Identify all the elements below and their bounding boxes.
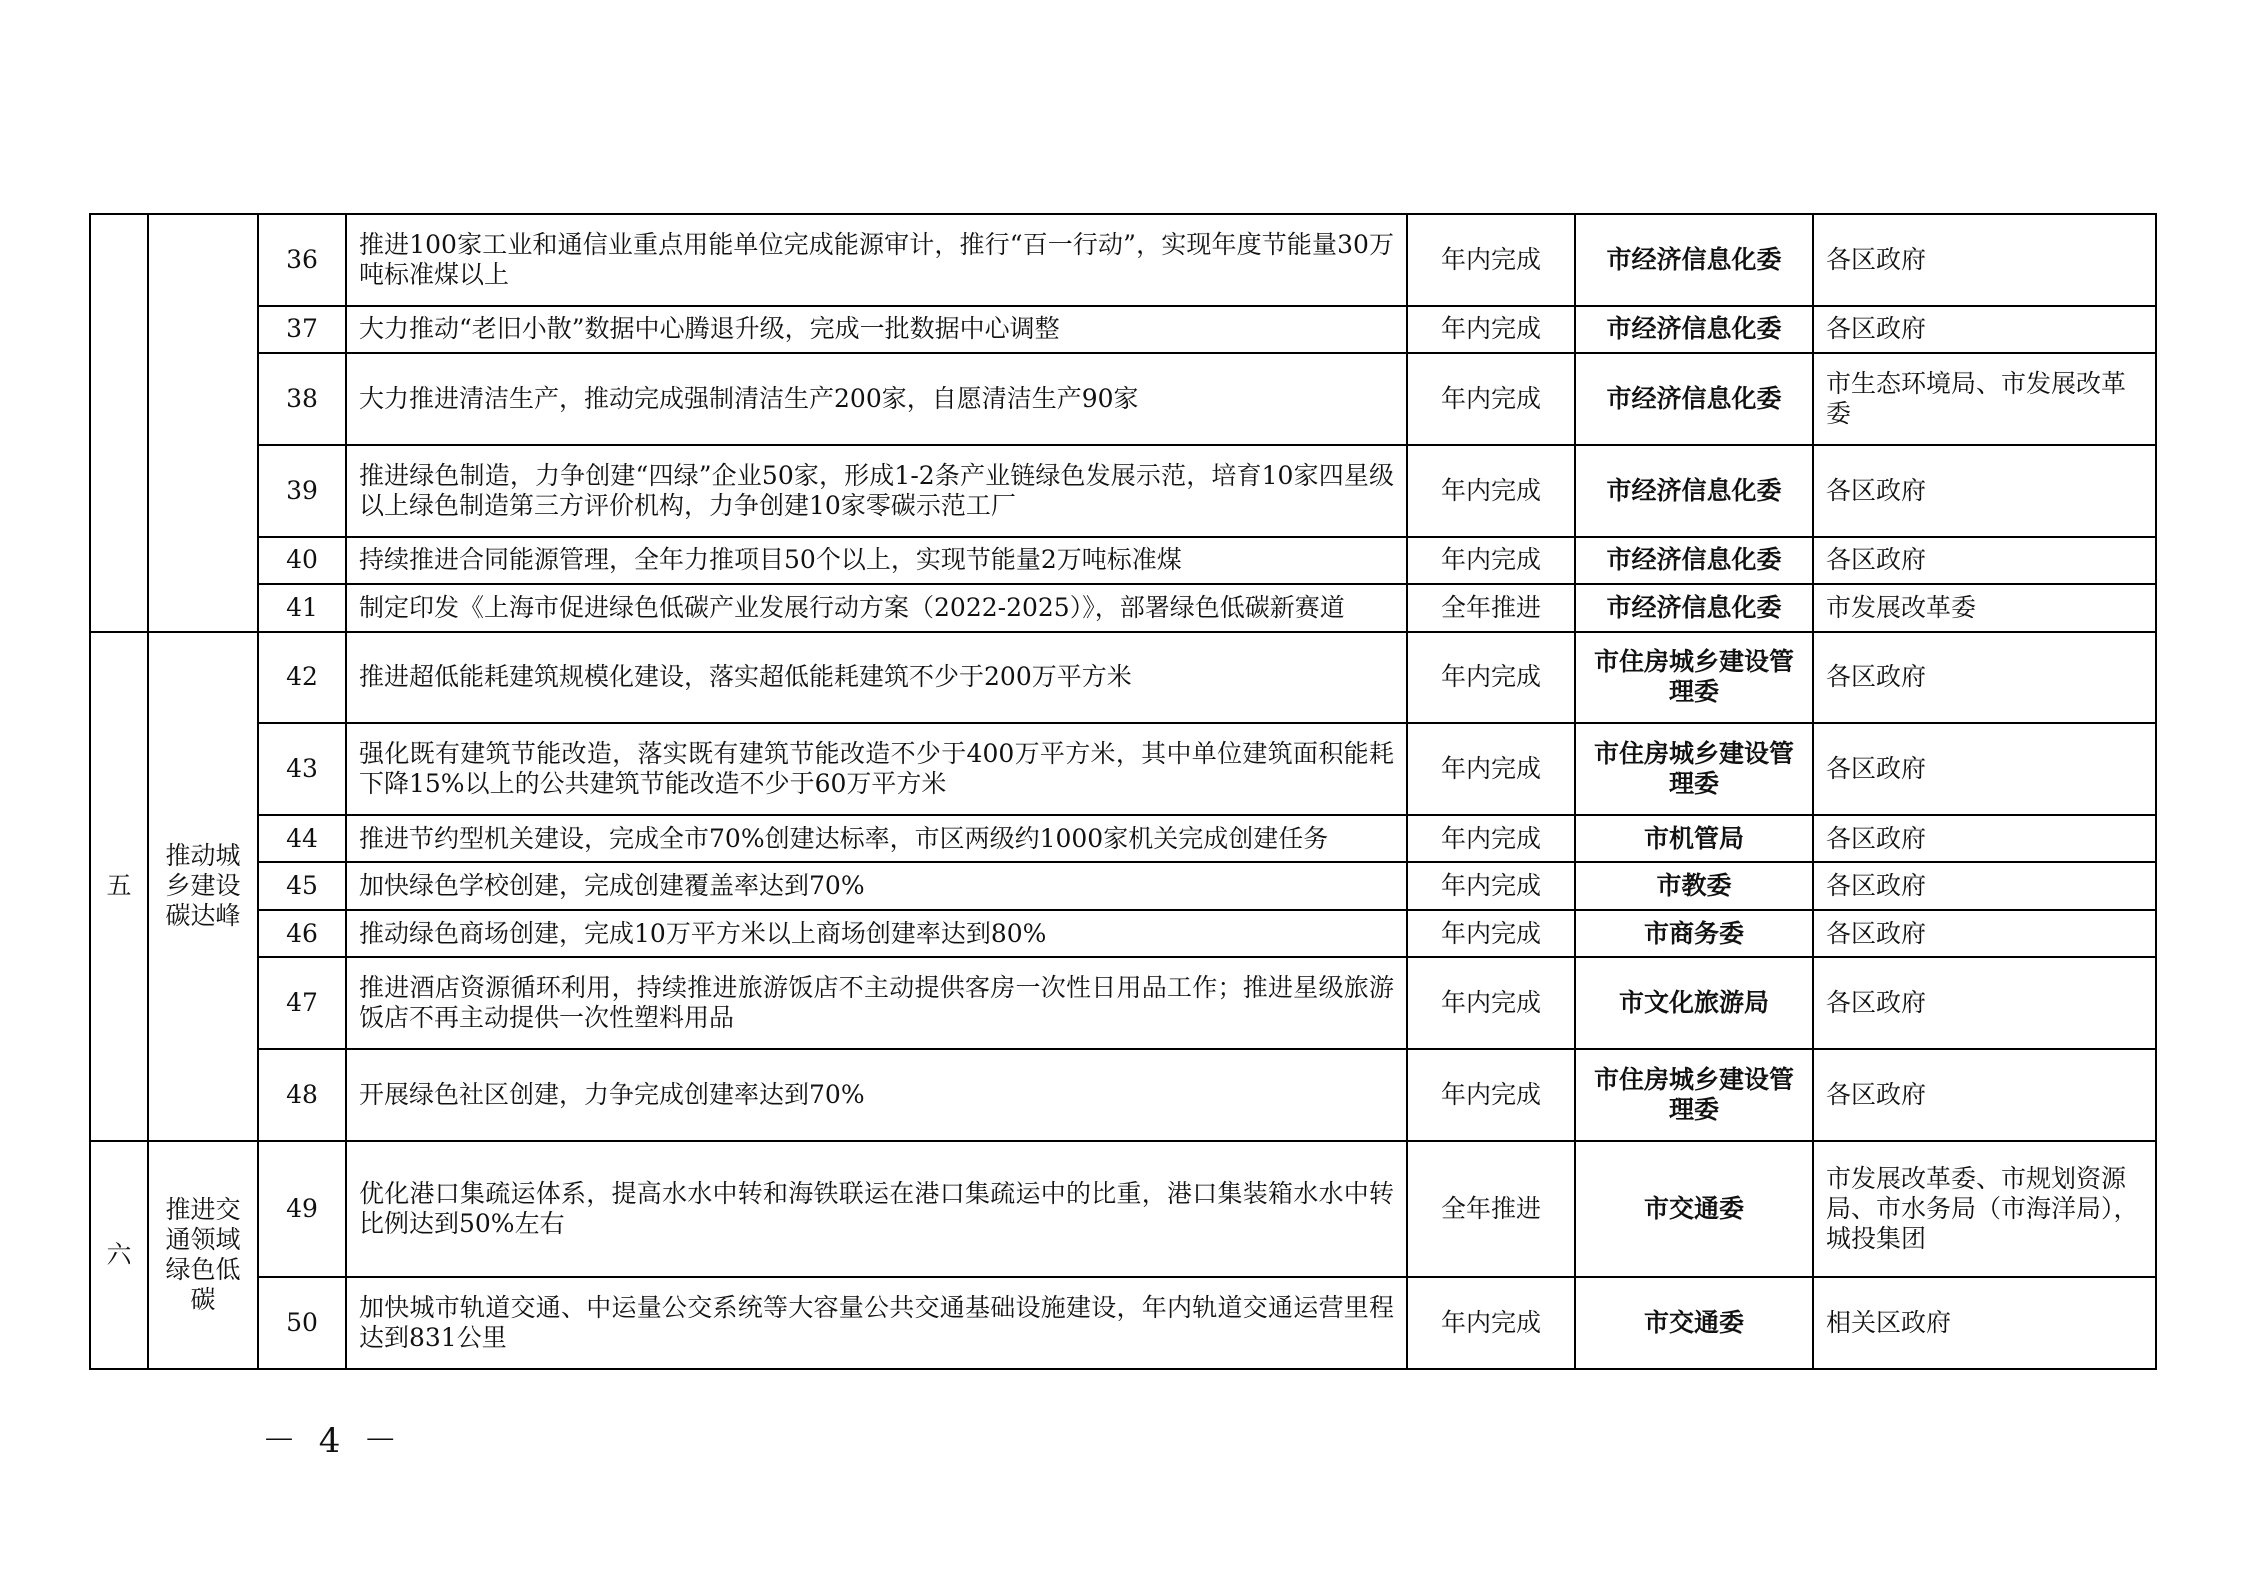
- task-deadline: 年内完成: [1407, 537, 1575, 584]
- cooperating-departments: 市发展改革委、市规划资源局、市水务局（市海洋局），城投集团: [1813, 1141, 2156, 1277]
- task-deadline: 年内完成: [1407, 862, 1575, 909]
- cooperating-departments: 各区政府: [1813, 445, 2156, 537]
- task-number: 48: [258, 1049, 346, 1141]
- cooperating-departments: 市生态环境局、市发展改革委: [1813, 353, 2156, 445]
- cooperating-departments: 各区政府: [1813, 214, 2156, 306]
- task-number: 44: [258, 815, 346, 862]
- table-row: [90, 537, 2156, 584]
- table-row: [90, 815, 2156, 862]
- task-number: 45: [258, 862, 346, 909]
- lead-department: 市住房城乡建设管理委: [1575, 632, 1813, 724]
- task-description: 推进100家工业和通信业重点用能单位完成能源审计，推行“百一行动”，实现年度节能量30万吨标准煤以上: [346, 214, 1407, 306]
- lead-department: 市经济信息化委: [1575, 353, 1813, 445]
- table-row: [90, 862, 2156, 909]
- category-numeral: [90, 214, 148, 632]
- cooperating-departments: 市发展改革委: [1813, 584, 2156, 631]
- task-number: 37: [258, 306, 346, 353]
- cooperating-departments: 各区政府: [1813, 306, 2156, 353]
- cooperating-departments: 各区政府: [1813, 1049, 2156, 1141]
- task-number: 42: [258, 632, 346, 724]
- task-description: 推进酒店资源循环利用，持续推进旅游饭店不主动提供客房一次性日用品工作；推进星级旅游饭店不再主动提供一次性塑料用品: [346, 957, 1407, 1049]
- task-description: 推动绿色商场创建，完成10万平方米以上商场创建率达到80%: [346, 910, 1407, 957]
- cooperating-departments: 各区政府: [1813, 537, 2156, 584]
- table-row: [90, 306, 2156, 353]
- task-deadline: 年内完成: [1407, 214, 1575, 306]
- cooperating-departments: 各区政府: [1813, 723, 2156, 815]
- table-row: [90, 723, 2156, 815]
- cooperating-departments: 各区政府: [1813, 957, 2156, 1049]
- task-description: 强化既有建筑节能改造，落实既有建筑节能改造不少于400万平方米，其中单位建筑面积能耗下降15%以上的公共建筑节能改造不少于60万平方米: [346, 723, 1407, 815]
- task-deadline: 年内完成: [1407, 723, 1575, 815]
- task-number: 36: [258, 214, 346, 306]
- task-description: 大力推进清洁生产，推动完成强制清洁生产200家，自愿清洁生产90家: [346, 353, 1407, 445]
- category-name: [148, 214, 258, 632]
- lead-department: 市经济信息化委: [1575, 214, 1813, 306]
- category-numeral: 五: [90, 632, 148, 1141]
- page-number: － 4 －: [262, 1421, 404, 1461]
- lead-department: 市交通委: [1575, 1141, 1813, 1277]
- task-deadline: 全年推进: [1407, 584, 1575, 631]
- task-deadline: 年内完成: [1407, 815, 1575, 862]
- table-row: [90, 445, 2156, 537]
- task-description: 大力推动“老旧小散”数据中心腾退升级，完成一批数据中心调整: [346, 306, 1407, 353]
- task-description: 制定印发《上海市促进绿色低碳产业发展行动方案（2022-2025）》，部署绿色低碳新赛道: [346, 584, 1407, 631]
- table-row: [90, 632, 2156, 724]
- task-description: 开展绿色社区创建，力争完成创建率达到70%: [346, 1049, 1407, 1141]
- lead-department: 市文化旅游局: [1575, 957, 1813, 1049]
- task-deadline: 年内完成: [1407, 632, 1575, 724]
- cooperating-departments: 各区政府: [1813, 815, 2156, 862]
- table-row: [90, 1277, 2156, 1369]
- task-number: 46: [258, 910, 346, 957]
- task-deadline: 年内完成: [1407, 957, 1575, 1049]
- task-deadline: 年内完成: [1407, 910, 1575, 957]
- cooperating-departments: 相关区政府: [1813, 1277, 2156, 1369]
- lead-department: 市教委: [1575, 862, 1813, 909]
- lead-department: 市经济信息化委: [1575, 584, 1813, 631]
- table-row: [90, 957, 2156, 1049]
- task-number: 38: [258, 353, 346, 445]
- cooperating-departments: 各区政府: [1813, 862, 2156, 909]
- lead-department: 市住房城乡建设管理委: [1575, 723, 1813, 815]
- cooperating-departments: 各区政府: [1813, 632, 2156, 724]
- task-description: 推进节约型机关建设，完成全市70%创建达标率，市区两级约1000家机关完成创建任务: [346, 815, 1407, 862]
- lead-department: 市商务委: [1575, 910, 1813, 957]
- task-number: 50: [258, 1277, 346, 1369]
- task-deadline: 年内完成: [1407, 1049, 1575, 1141]
- table-row: [90, 1141, 2156, 1277]
- lead-department: 市经济信息化委: [1575, 306, 1813, 353]
- task-description: 加快城市轨道交通、中运量公交系统等大容量公共交通基础设施建设，年内轨道交通运营里程达到831公里: [346, 1277, 1407, 1369]
- table-row: [90, 584, 2156, 631]
- task-description: 优化港口集疏运体系，提高水水中转和海铁联运在港口集疏运中的比重，港口集装箱水水中转比例达到50%左右: [346, 1141, 1407, 1277]
- lead-department: 市经济信息化委: [1575, 445, 1813, 537]
- table-row: [90, 353, 2156, 445]
- table-row: [90, 1049, 2156, 1141]
- task-description: 推进超低能耗建筑规模化建设，落实超低能耗建筑不少于200万平方米: [346, 632, 1407, 724]
- task-number: 41: [258, 584, 346, 631]
- task-deadline: 年内完成: [1407, 353, 1575, 445]
- task-description: 持续推进合同能源管理，全年力推项目50个以上，实现节能量2万吨标准煤: [346, 537, 1407, 584]
- task-number: 40: [258, 537, 346, 584]
- action-plan-table: [89, 213, 2157, 1370]
- task-number: 39: [258, 445, 346, 537]
- task-number: 43: [258, 723, 346, 815]
- task-deadline: 全年推进: [1407, 1141, 1575, 1277]
- table-row: [90, 910, 2156, 957]
- task-deadline: 年内完成: [1407, 306, 1575, 353]
- lead-department: 市经济信息化委: [1575, 537, 1813, 584]
- lead-department: 市住房城乡建设管理委: [1575, 1049, 1813, 1141]
- lead-department: 市交通委: [1575, 1277, 1813, 1369]
- category-name: 推动城乡建设碳达峰: [148, 632, 258, 1141]
- task-description: 推进绿色制造，力争创建“四绿”企业50家，形成1-2条产业链绿色发展示范，培育10家四星级以上绿色制造第三方评价机构，力争创建10家零碳示范工厂: [346, 445, 1407, 537]
- task-number: 47: [258, 957, 346, 1049]
- lead-department: 市机管局: [1575, 815, 1813, 862]
- task-deadline: 年内完成: [1407, 445, 1575, 537]
- cooperating-departments: 各区政府: [1813, 910, 2156, 957]
- task-description: 加快绿色学校创建，完成创建覆盖率达到70%: [346, 862, 1407, 909]
- task-deadline: 年内完成: [1407, 1277, 1575, 1369]
- category-numeral: 六: [90, 1141, 148, 1369]
- table-row: [90, 214, 2156, 306]
- task-number: 49: [258, 1141, 346, 1277]
- category-name: 推进交通领域绿色低碳: [148, 1141, 258, 1369]
